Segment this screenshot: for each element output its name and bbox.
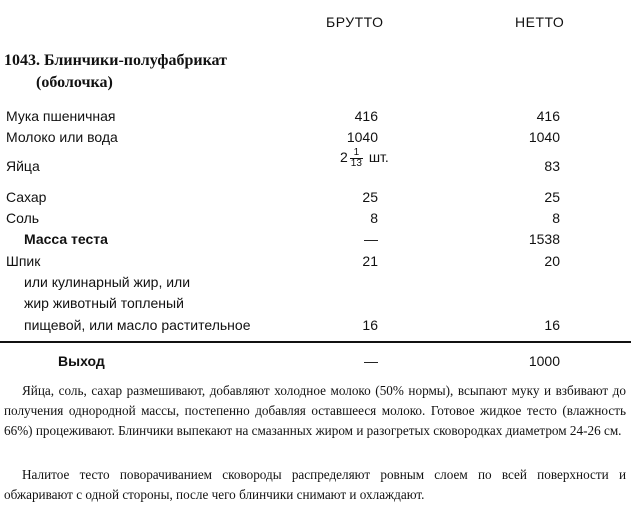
ingredient-alternative: жир животный топленый	[24, 295, 184, 311]
fraction-whole: 2	[340, 149, 348, 166]
fraction	[350, 148, 363, 169]
brutto-column-header: БРУТТО	[326, 14, 384, 30]
ingredient-name: Шпик	[6, 253, 41, 269]
output-label: Выход	[58, 353, 105, 369]
fraction-numerator: 1	[350, 148, 363, 159]
unit-label: шт.	[368, 149, 389, 166]
ingredient-alternative: пищевой, или масло растительное	[24, 317, 251, 333]
table-divider	[0, 341, 631, 343]
ingredient-name: Соль	[6, 210, 40, 226]
dough-mass-label: Масса теста	[24, 231, 108, 247]
ingredient-name: Сахар	[6, 189, 47, 205]
instructions-paragraph-2: Налитое тесто поворачиванием сковороды распределяют ровным слоем по всей поверхности и обжаривают с одной стороны, после чего блинчики снимают и охлаждают.	[4, 467, 626, 502]
brutto-fraction-value	[340, 148, 389, 169]
recipe-title: 1043. Блинчики-полуфабрикат	[4, 52, 227, 69]
instructions-paragraph-1: Яйца, соль, сахар размешивают, добавляют холодное молоко (50% нормы), всыпают муку и взбивают до получения однородной массы, постепенно добавляя оставшееся молоко. Готовое жидкое тесто (влажность 66%) процеживают. Блинчики выпекают на смазанных жиром и разогретых сковородках диаметром 24-26 см.	[4, 383, 626, 438]
ingredient-name: Яйца	[6, 158, 40, 174]
recipe-subtitle: (оболочка)	[36, 74, 113, 91]
ingredient-alternative: или кулинарный жир, или	[24, 274, 191, 290]
fraction-denominator: 13	[350, 158, 362, 169]
ingredient-name: Молоко или вода	[6, 129, 118, 145]
recipe-page: БРУТТО НЕТТО 1043. Блинчики-полуфабрикат (оболочка) Мука пшеничная 416 416 Молоко или вода 1040 1040 Яйца 2 $\frac{1}{13}$ шт. 83 Сахар 25 25 Соль 8 8 Масса теста — 1538 Шпик 21 20 или кулинарный жир, или жир животный топленый пищевой, или масло растительное 16 16 Выход — 1000 Яйца, соль, сахар размешивают, добавляют холодное молоко (50% нормы), всыпают муку и взбивают до получения однородной массы, постепенно добавляя оставшееся молоко. Готовое жидкое тесто (влажность 66%) процеживают. Блинчики выпекают на смазанных жиром и разогретых сковородках диаметром 24-26 см. Налитое тесто поворачиванием сковороды распределяют ровным слоем по всей поверхности и обжаривают с одной стороны, после чего блинчики снимают и охлаждают.	[0, 0, 631, 524]
ingredient-name: Мука пшеничная	[6, 108, 116, 124]
netto-column-header: НЕТТО	[515, 14, 565, 30]
